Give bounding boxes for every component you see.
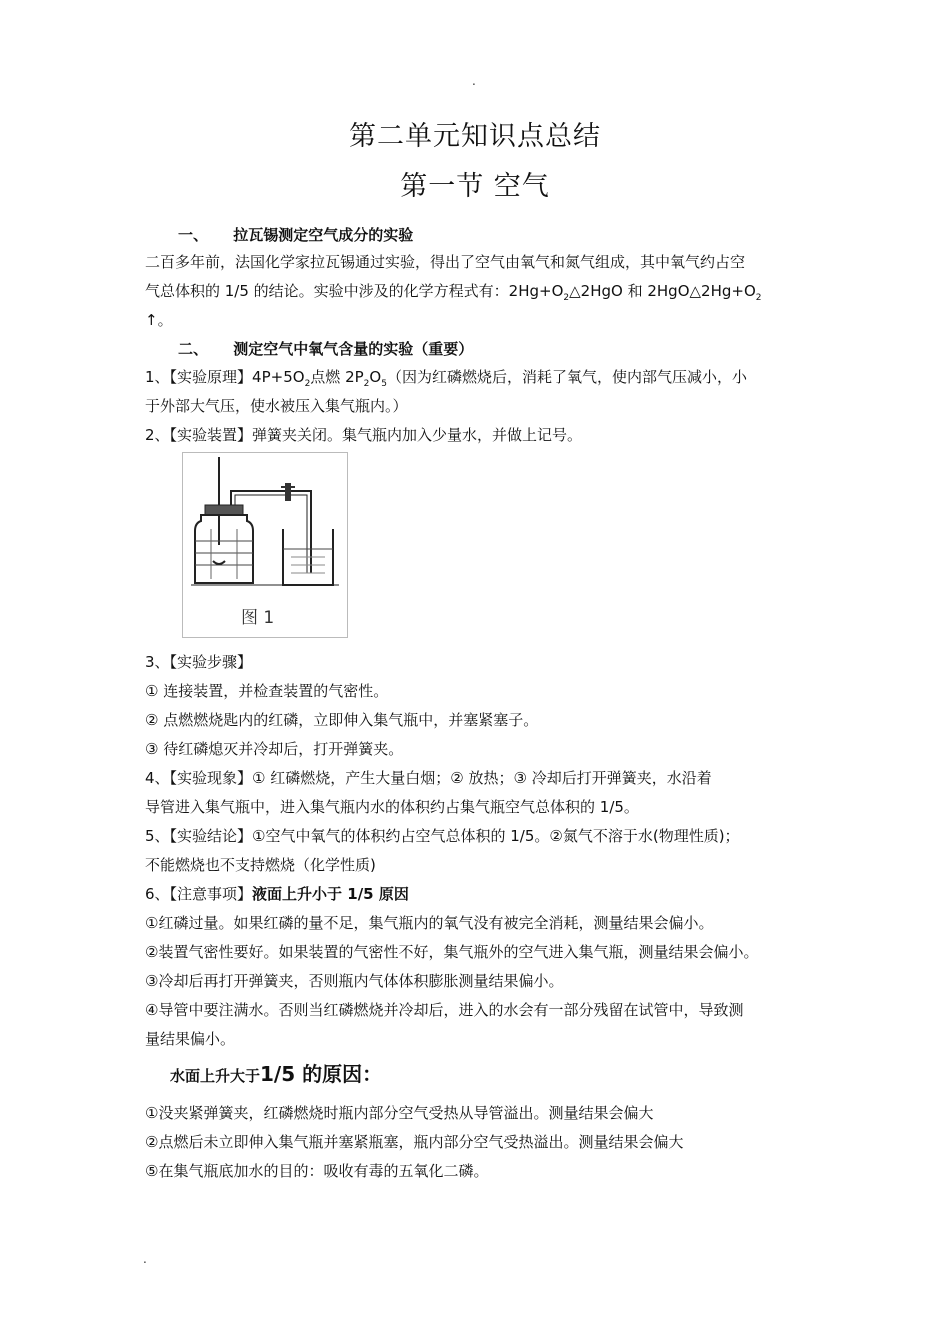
note-4-line2: 量结果偏小。 xyxy=(145,1030,236,1048)
step-3: ③ 待红磷熄灭并冷却后，打开弹簧夹。 xyxy=(145,740,404,758)
section2-number: 二、 xyxy=(178,340,209,358)
phenomenon-line2: 导管进入集气瓶中，进入集气瓶内水的体积约占集气瓶空气总体积的 1/5。 xyxy=(145,798,639,816)
section1-number: 一、 xyxy=(178,226,209,244)
apparatus-figure xyxy=(182,452,348,638)
page-marker-bottom: . xyxy=(143,1252,147,1266)
note-2: ②装置气密性要好。如果装置的气密性不好，集气瓶外的空气进入集气瓶，测量结果会偏小。 xyxy=(145,943,759,961)
section3-item-3: ⑤在集气瓶底加水的目的：吸收有毒的五氧化二磷。 xyxy=(145,1162,489,1180)
steps-block xyxy=(145,648,811,1054)
figure-caption: 图 1 xyxy=(241,608,275,628)
section1-line2: 气总体积的 1/5 的结论。实验中涉及的化学方程式有：$2Hg+O_2\triangle 2HgO$ 和 $2HgO\triangle 2Hg+O_2$ xyxy=(145,282,762,303)
section1-body xyxy=(145,248,811,335)
section1-heading xyxy=(178,224,413,245)
principle-paragraph xyxy=(145,363,811,450)
phenomenon-line1: 4、【实验现象】① 红磷燃烧，产生大量白烟；② 放热；③ 冷却后打开弹簧夹，水沿着 xyxy=(145,769,712,787)
section1-title: 拉瓦锡测定空气成分的实验 xyxy=(233,226,414,244)
page-marker-top: . xyxy=(472,74,476,88)
apparatus-line: 2、【实验装置】弹簧夹关闭。集气瓶内加入少量水，并做上记号。 xyxy=(145,426,583,444)
section3-item-2: ②点燃后未立即伸入集气瓶并塞紧瓶塞，瓶内部分空气受热溢出。测量结果会偏大 xyxy=(145,1133,684,1151)
section3-heading: 水面上升大于1/5 的原因： xyxy=(170,1062,383,1086)
step-2: ② 点燃燃烧匙内的红磷，立即伸入集气瓶中，并塞紧塞子。 xyxy=(145,711,539,729)
principle-line1: 1、【实验原理】$4P+5O_2$点燃 $2P_2O_5$（因为红磷燃烧后，消耗了氧气，使内部气压减小，小 xyxy=(145,368,747,389)
page-title: 第二单元知识点总结 xyxy=(349,121,601,152)
note-4-line1: ④导管中要注满水。否则当红磷燃烧并冷却后，进入的水会有一部分残留在试管中，导致测 xyxy=(145,1001,744,1019)
principle-line2: 于外部大气压，使水被压入集气瓶内。） xyxy=(145,397,408,415)
conclusion-line2: 不能燃烧也不支持燃烧（化学性质) xyxy=(145,856,376,874)
section3-body xyxy=(145,1099,811,1186)
page-subtitle: 第一节 空气 xyxy=(400,171,550,202)
section3-item-1: ①没夹紧弹簧夹，红磷燃烧时瓶内部分空气受热从导管溢出。测量结果会偏大 xyxy=(145,1104,654,1122)
section1-line1: 二百多年前，法国化学家拉瓦锡通过实验，得出了空气由氧气和氮气组成，其中氧气约占空 xyxy=(145,253,746,271)
section2-heading xyxy=(178,338,473,359)
note-3: ③冷却后再打开弹簧夹，否则瓶内气体体积膨胀测量结果偏小。 xyxy=(145,972,564,990)
section2-title: 测定空气中氧气含量的实验（重要） xyxy=(233,340,474,358)
conclusion-line1: 5、【实验结论】①空气中氧气的体积约占空气总体积的 1/5。②氮气不溶于水(物理性质)； xyxy=(145,827,740,845)
step-1: ① 连接装置，并检查装置的气密性。 xyxy=(145,682,389,700)
notes-title: 6、【注意事项】液面上升小于 1/5 原因 xyxy=(145,885,409,903)
steps-title: 3、【实验步骤】 xyxy=(145,653,253,671)
note-1: ①红磷过量。如果红磷的量不足，集气瓶内的氧气没有被完全消耗，测量结果会偏小。 xyxy=(145,914,714,932)
apparatus-diagram xyxy=(183,453,347,637)
section1-line3: ↑。 xyxy=(145,311,173,329)
